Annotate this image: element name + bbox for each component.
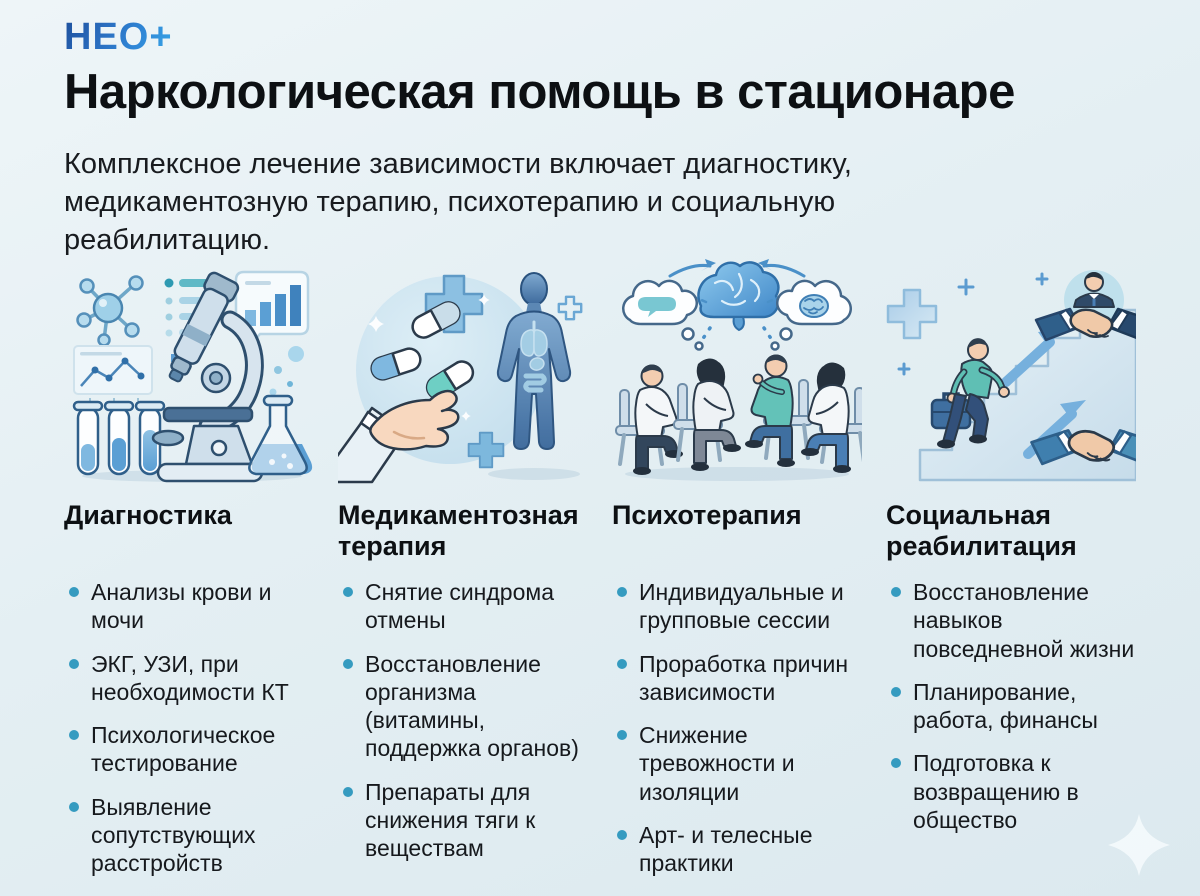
list-item: Анализы крови и мочи [64,578,314,635]
rehab-illustration-svg [886,258,1136,486]
neo-plus-logo: НЕО+ [64,16,173,58]
handshake-top-icon [1036,270,1136,340]
lab-illustration-svg [64,258,314,486]
medication-illustration [338,258,588,486]
column-title-social-rehab: Социальная реабилитация [886,500,1077,561]
list-item: Восстановление организма (витамины, поддержка органов) [338,650,588,763]
medical-cross-icon [888,290,936,338]
list-item: Психологическое тестирование [64,721,314,778]
molecule-icon [78,277,143,346]
rehab-illustration [886,258,1136,486]
diagnostics-list [64,578,314,878]
brain-icon [699,262,779,330]
page-subtitle: Комплексное лечение зависимости включает диагностику, медикаментозную терапию, психотерапию и социальную реабилитацию. [64,147,852,257]
column-social-rehab [886,258,1136,893]
column-psychotherapy [612,258,862,893]
column-diagnostics [64,258,314,893]
social-rehab-list [886,578,1136,834]
bubbles-icon [270,346,305,396]
flask-icon [249,396,312,474]
list-item: ЭКГ, УЗИ, при необходимости КТ [64,650,314,707]
column-title-diagnostics: Диагностика [64,500,232,530]
list-item: Восстановление навыков повседневной жизни [886,578,1136,663]
lab-illustration [64,258,314,486]
list-item: Планирование, работа, финансы [886,678,1136,735]
columns-grid [64,258,1136,893]
therapy-illustration [612,258,862,486]
list-item: Индивидуальные и групповые сессии [612,578,862,635]
ground-shadow [625,467,849,481]
column-title-psychotherapy: Психотерапия [612,500,802,530]
list-item: Арт- и телесные практики [612,821,862,878]
list-item: Препараты для снижения тяги к веществам [338,778,588,863]
list-item: Выявление сопутствующих расстройств [64,793,314,878]
medication-illustration-svg [338,258,588,486]
thought-cloud-brain-icon [772,281,851,350]
therapy-illustration-svg [612,258,862,486]
sparkle-icon [1106,812,1172,878]
list-item: Подготовка к возвращению в общество [886,749,1136,834]
test-tubes-icon [74,402,164,474]
medical-cross-tiny-icon [559,297,581,319]
thought-cloud-speech-icon [623,281,702,350]
psychotherapy-list [612,578,862,878]
list-item: Снижение тревожности и изоляции [612,721,862,806]
page-title: Наркологическая помощь в стационаре [64,65,1015,119]
column-medication [338,258,588,893]
group-people-icon [616,354,862,475]
medication-list [338,578,588,863]
list-item: Проработка причин зависимости [612,650,862,707]
ground-shadow [488,468,580,480]
list-item: Снятие синдрома отмены [338,578,588,635]
column-title-medication: Медикаментозная терапия [338,500,579,561]
